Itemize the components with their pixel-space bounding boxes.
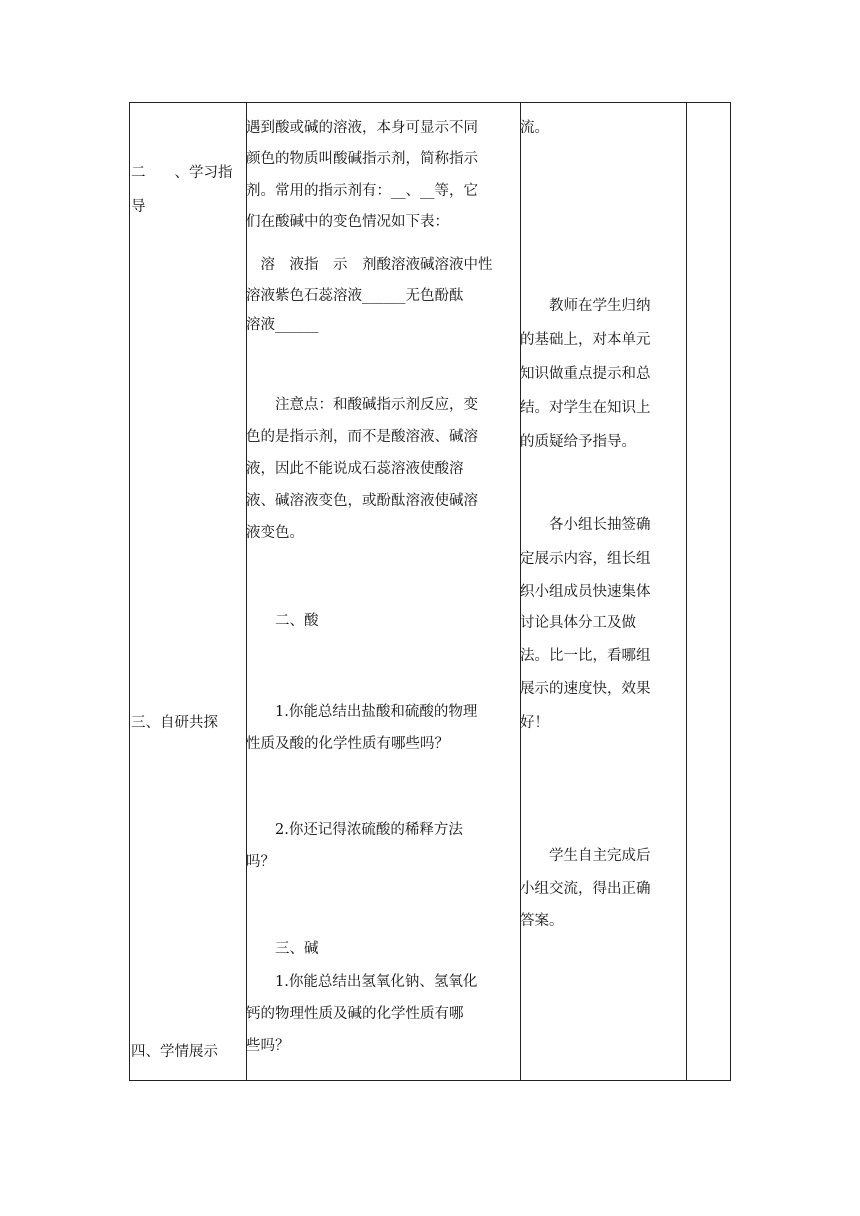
base-heading: 三、碱 <box>246 941 319 957</box>
section-label-study-guide-cont: 导 <box>131 199 146 215</box>
note-line: 色的是指示剂，而不是酸溶液、碱溶 <box>246 429 478 445</box>
question-line: 钙的物理性质及碱的化学性质有哪 <box>246 1006 464 1022</box>
indicator-table-line: 溶液紫色石蕊溶液______无色酚酞 <box>246 288 464 304</box>
note-line: 注意点：和酸碱指示剂反应，变 <box>246 397 478 413</box>
question-line: 2.你还记得浓硫酸的稀释方法 <box>246 822 463 838</box>
question-line: 些吗？ <box>246 1038 290 1054</box>
indicator-table-line: 溶液______ <box>246 317 319 333</box>
section-label-display: 四、学情展示 <box>131 1044 218 1060</box>
activity-line: 展示的速度快，效果 <box>520 681 651 697</box>
activity-line: 法。比一比，看哪组 <box>520 648 651 664</box>
question-line: 1.你能总结出氢氧化钠、氢氧化 <box>246 974 478 990</box>
activity-line: 讨论具体分工及做 <box>520 615 636 631</box>
activity-line: 教师在学生归纳 <box>520 298 651 314</box>
activity-line: 学生自主完成后 <box>520 848 651 864</box>
question-line: 吗？ <box>246 854 275 870</box>
content-line: 们在酸碱中的变色情况如下表： <box>246 214 449 230</box>
activity-line: 知识做重点提示和总 <box>520 366 651 382</box>
activity-line: 流。 <box>520 120 549 136</box>
activity-line: 答案。 <box>520 913 564 929</box>
activity-line: 结。对学生在知识上 <box>520 400 651 416</box>
activity-line: 定展示内容，组长组 <box>520 551 651 567</box>
activity-line: 的质疑给予指导。 <box>520 434 636 450</box>
content-line: 剂。常用的指示剂有：__、__等，它 <box>246 183 478 199</box>
content-line: 颜色的物质叫酸碱指示剂，简称指示 <box>246 151 478 167</box>
activity-line: 好！ <box>520 715 549 731</box>
indicator-table-line: 溶 液指 示 剂酸溶液碱溶液中性 <box>246 257 493 273</box>
activity-line: 小组交流，得出正确 <box>520 881 651 897</box>
note-line: 液、碱溶液变色，或酚酞溶液使碱溶 <box>246 493 478 509</box>
acid-heading: 二、酸 <box>246 613 319 629</box>
activity-line: 织小组成员快速集体 <box>520 584 651 600</box>
activity-line: 各小组长抽签确 <box>520 517 651 533</box>
question-line: 1.你能总结出盐酸和硫酸的物理 <box>246 704 478 720</box>
note-line: 液，因此不能说成石蕊溶液使酸溶 <box>246 461 464 477</box>
activity-line: 的基础上，对本单元 <box>520 332 651 348</box>
question-line: 性质及酸的化学性质有哪些吗？ <box>246 736 449 752</box>
section-label-explore: 三、自研共探 <box>131 715 218 731</box>
content-line: 遇到酸或碱的溶液，本身可显示不同 <box>246 120 478 136</box>
column-divider <box>686 103 687 1080</box>
note-line: 液变色。 <box>246 525 304 541</box>
section-label-study-guide: 二 、学习指 <box>131 165 233 181</box>
